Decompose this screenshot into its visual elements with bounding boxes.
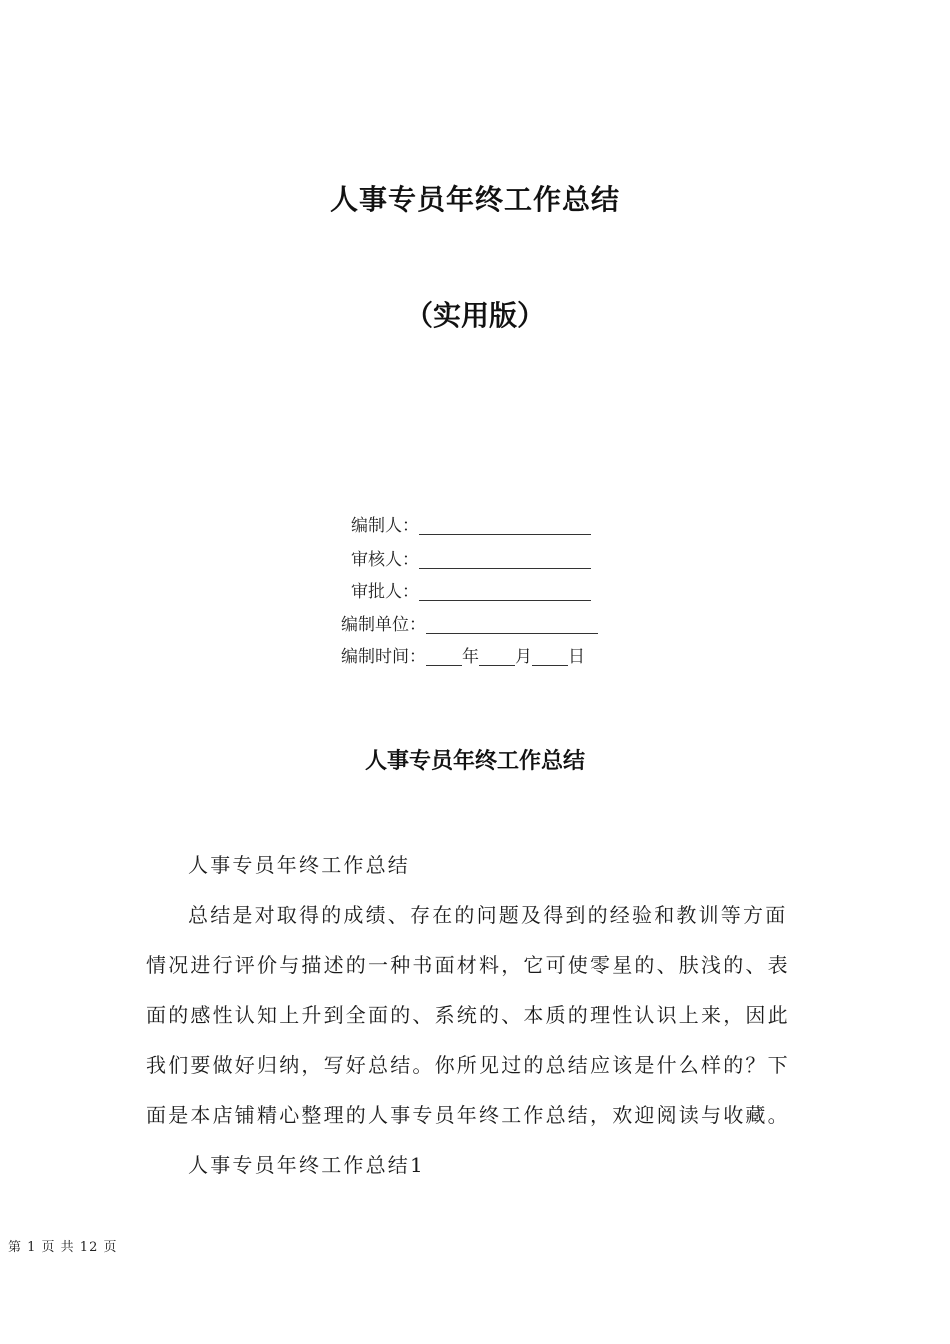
paragraph: 人事专员年终工作总结 [188,853,410,877]
compiler-row [351,514,591,538]
body-content [146,840,806,1190]
day-label: 日 [568,647,585,667]
reviewer-label: 审核人： [351,550,419,570]
unit-blank-line [426,613,598,634]
month-blank-line [479,645,515,666]
compiler-blank-line [419,514,591,535]
reviewer-blank-line [419,548,591,569]
approver-label: 审批人： [351,582,419,602]
compiler-label: 编制人： [351,516,419,536]
approver-blank-line [419,580,591,601]
year-label: 年 [462,647,479,667]
year-blank-line [426,645,462,666]
approver-row [351,580,591,604]
day-blank-line [532,645,568,666]
month-label: 月 [515,647,532,667]
time-label: 编制时间： [341,647,426,667]
cover-subtitle: （实用版） [404,299,545,332]
cover-title: 人事专员年终工作总结 [329,183,620,216]
unit-label: 编制单位： [341,615,426,635]
reviewer-row [351,548,591,572]
unit-row [341,613,598,637]
time-row [341,645,585,669]
paragraph: 人事专员年终工作总结1 [188,1153,425,1177]
page-indicator: 第 1 页 共 12 页 [8,1240,118,1255]
body-title: 人事专员年终工作总结 [364,749,585,774]
paragraph: 总结是对取得的成绩、存在的问题及得到的经验和教训等方面情况进行评价与描述的一种书面材料，它可使零星的、肤浅的、表面的感性认知上升到全面的、系统的、本质的理性认识上来，因此我们要做好归纳，写好总结。你所见过的总结应该是什么样的？下面是本店铺精心整理的人事专员年终工作总结，欢迎阅读与收藏。 [146,903,790,1127]
